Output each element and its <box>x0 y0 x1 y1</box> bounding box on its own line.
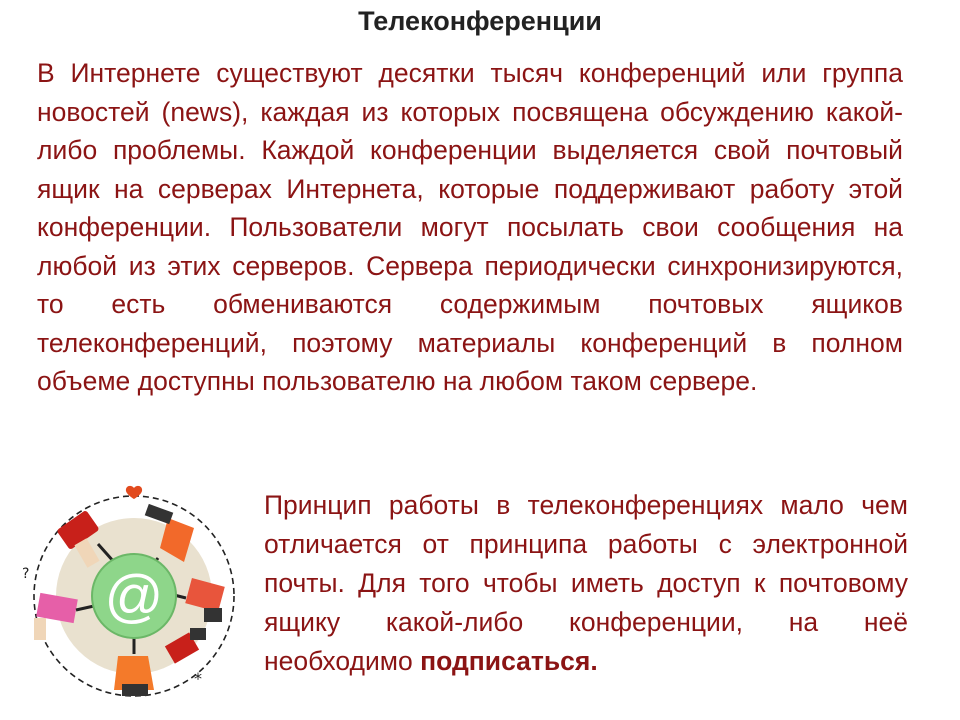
heart-icon <box>126 486 142 499</box>
subscription-text: Принцип работы в телеконференциях мало чем отличается от принципа работы с электронной почты. Для того чтобы иметь доступ к почтовому ящику какой-либо конференции, на неё необходимо <box>264 490 908 676</box>
people-around-at-illustration <box>18 478 250 710</box>
subscribe-bold-word: подписаться. <box>420 646 598 676</box>
question-icon: ? <box>22 566 30 582</box>
at-symbol-icon: @ <box>104 564 164 629</box>
subscription-paragraph <box>264 486 908 681</box>
slide-title: Телеконференции <box>358 6 602 36</box>
star-icon: * <box>194 669 202 688</box>
intro-paragraph: В Интернете существуют десятки тысяч конференций или группа новостей (news), каждая из которых посвящена обсуждению какой-либо проблемы. Каждой конференции выделяется свой почтовый ящик на серверах Интернета, которые поддерживают работу этой конференции. Пользователи могут посылать свои сообщения на любой из этих серверов. Сервера периодически синхронизируются, то есть обмениваются содержимым почтовых ящиков телеконференций, поэтому материалы конференций в полном объеме доступны пользователю на любом таком сервере. <box>37 58 903 396</box>
